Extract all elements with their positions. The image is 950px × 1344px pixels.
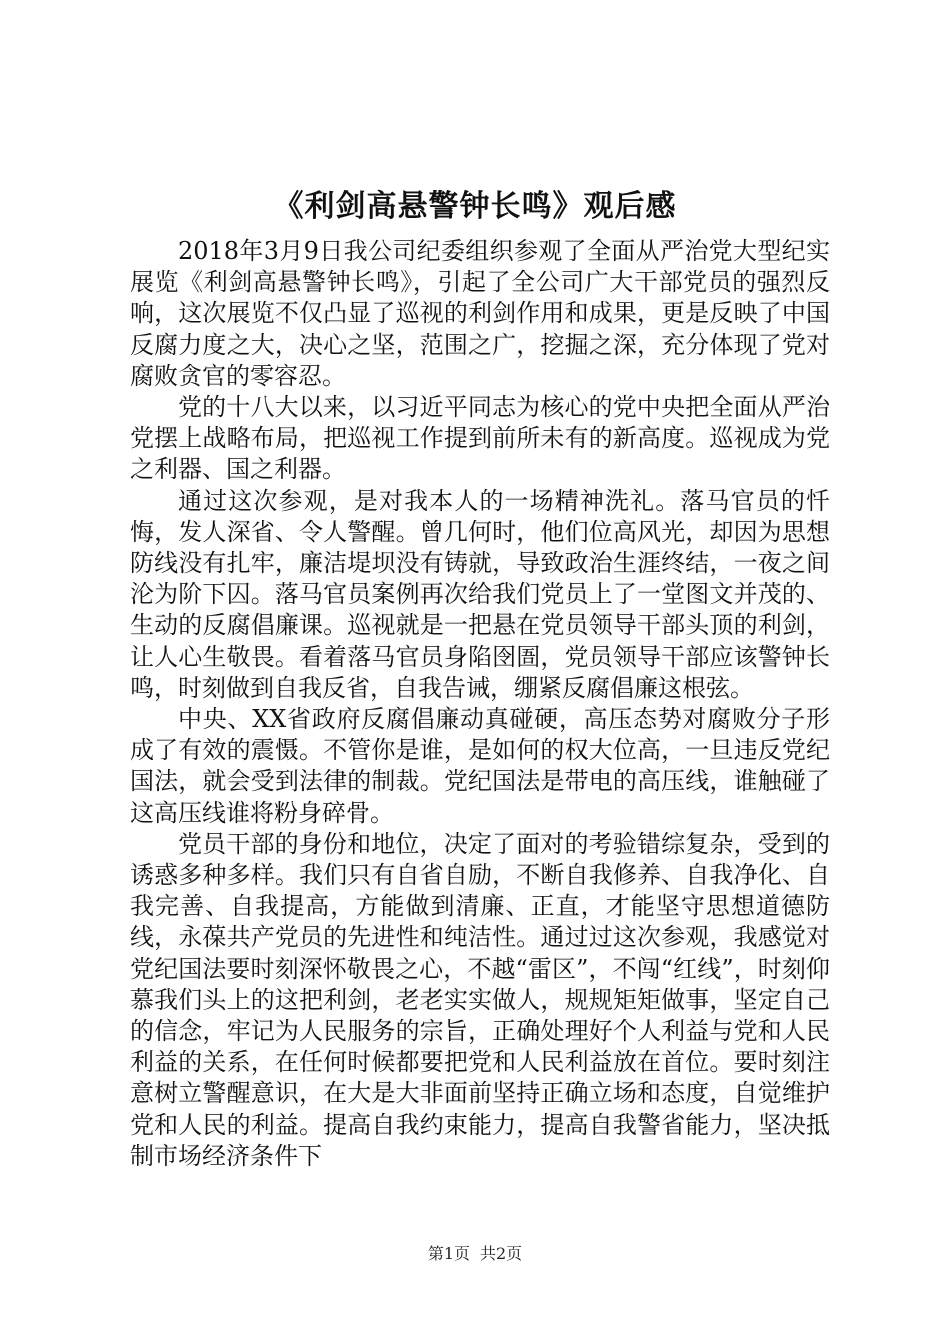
page-footer	[0, 1243, 950, 1265]
paragraph: 党的十八大以来，以习近平同志为核心的党中央把全面从严治党摆上战略布局，把巡视工作提到前所未有的新高度。巡视成为党之利器、国之利器。	[130, 393, 830, 484]
page-total: 共2页	[480, 1244, 523, 1263]
document-body	[130, 236, 830, 1172]
paragraph: 2018年3月9日我公司纪委组织参观了全面从严治党大型纪实展览《利剑高悬警钟长鸣》，引起了全公司广大干部党员的强烈反响，这次展览不仅凸显了巡视的利剑作用和成果，更是反映了中国反腐力度之大，决心之坚，范围之广，挖掘之深，充分体现了党对腐败贪官的零容忍。	[130, 237, 830, 390]
paragraph: 中央、XX省政府反腐倡廉动真碰硬，高压态势对腐败分子形成了有效的震慑。不管你是谁，是如何的权大位高，一旦违反党纪国法，就会受到法律的制裁。党纪国法是带电的高压线，谁触碰了这高压线谁将粉身碎骨。	[130, 705, 830, 827]
paragraph: 党员干部的身份和地位，决定了面对的考验错综复杂，受到的诱惑多种多样。我们只有自省自励，不断自我修养、自我净化、自我完善、自我提高，方能做到清廉、正直，才能坚守思想道德防线，永葆共产党员的先进性和纯洁性。通过过这次参观，我感觉对党纪国法要时刻深怀敬畏之心，不越“雷区”，不闯“红线”，时刻仰慕我们头上的这把利剑，老老实实做人，规规矩矩做事，坚定自己的信念，牢记为人民服务的宗旨，正确处理好个人利益与党和人民利益的关系，在任何时候都要把党和人民利益放在首位。要时刻注意树立警醒意识，在大是大非面前坚持正确立场和态度，自觉维护党和人民的利益。提高自我约束能力，提高自我警省能力，坚决抵制市场经济条件下	[130, 829, 830, 1170]
document-title: 《利剑高悬警钟长鸣》观后感	[273, 189, 677, 224]
page-number: 第1页	[427, 1244, 470, 1263]
paragraph: 通过这次参观，是对我本人的一场精神洗礼。落马官员的忏悔，发人深省、令人警醒。曾几何时，他们位高风光，却因为思想防线没有扎牢，廉洁堤坝没有铸就，导致政治生涯终结，一夜之间沦为阶下囚。落马官员案例再次给我们党员上了一堂图文并茂的、生动的反腐倡廉课。巡视就是一把悬在党员领导干部头顶的利剑，让人心生敬畏。看着落马官员身陷囹圄，党员领导干部应该警钟长鸣，时刻做到自我反省，自我告诫，绷紧反腐倡廉这根弦。	[130, 486, 830, 702]
